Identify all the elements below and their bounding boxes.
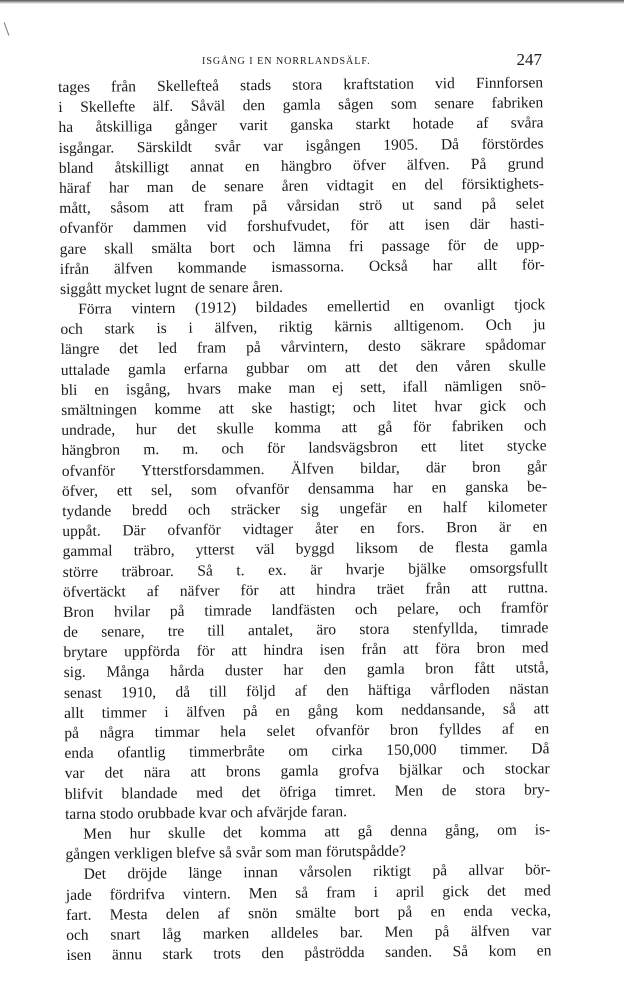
text-line: siggått mycket lugnt de senare åren. — [59, 278, 284, 298]
text-line: ofvanför Ytterstforsdammen. Älfven bildar, där bron går — [61, 457, 547, 480]
text-line: bland åtskilligt annat en hängbro öfver älfven. På grund — [58, 155, 544, 177]
text-line: hängbron m. m. och för landsvägsbron ett litet stycke — [61, 437, 547, 460]
text-line: häraf har man de senare åren vidtagit en del försiktighets- — [58, 175, 545, 197]
text-line: uttalade gamla erfarna gubbar om att det den våren skulle — [60, 356, 546, 379]
text-line: blifvit blandade med det öfriga timret. Men de stora bry- — [64, 780, 550, 803]
text-line: längre det led fram på vårvintern, desto säkrare spådomar — [60, 336, 546, 359]
text-line: Det dröjde länge innan vårsolen riktigt på allvar bör- — [83, 861, 551, 884]
text-line: Förra vintern (1912) bildades emellertid en ovanligt tjock — [78, 296, 546, 318]
text-line: brytare uppförda för att hindra isen från att föra bron med — [63, 639, 549, 662]
page-header — [60, 50, 542, 74]
text-line: undrade, hur det skulle komma att gå för fabriken och — [61, 417, 547, 440]
text-line: och snart låg marken alldeles bar. Men på älfven var — [66, 922, 552, 944]
text-line: gare skall smälta bort och lämna fri passage för de upp- — [59, 235, 545, 258]
text-line: Men hur skulle det komma att gå denna gång, om is- — [83, 821, 551, 843]
text-line: senast 1910, då till följd af den häftiga vårfloden nästan — [63, 679, 549, 702]
text-line: mått, såsom att fram på vårsidan strö ut sand på selet — [59, 195, 545, 218]
text-line: tydande bredd och sträcker sig ungefär en half kilometer — [62, 498, 548, 520]
text-line: smältningen komme att ske hastigt; och litet hvar gick och — [61, 397, 547, 419]
text-line: ha åtskilliga gånger varit ganska starkt hotade af svåra — [58, 114, 544, 137]
margin-mark — [4, 22, 10, 35]
text-line: ofvanför dammen vid forshufvudet, för att isen där hasti- — [59, 215, 545, 238]
text-line: bli en isgång, hvars make man ej sett, ifall nämligen snö- — [60, 377, 547, 399]
text-line: tarna stodo orubbade kvar och afvärjde faran. — [64, 803, 348, 823]
text-line: större träbroar. Så t. ex. är hvarje bjälke omsorgsfullt — [62, 558, 548, 581]
text-line: ifrån älfven kommande ismassorna. Också har allt för- — [59, 256, 545, 278]
text-line: jade fördrifva vintern. Men så fram i april gick det med — [65, 881, 551, 904]
text-line: allt timmer i älfven på en gång kom neddansande, så att — [64, 700, 550, 722]
text-line: gången verkligen blefve så svår som man förutspådde? — [65, 842, 406, 864]
text-line: isen ännu stark trots den påströdda sanden. Så kom en — [66, 942, 552, 965]
text-line: gammal träbro, ytterst väl byggd liksom de flesta gamla — [62, 538, 548, 561]
text-line: de senare, tre till antalet, äro stora stenfyllda, timrade — [63, 619, 549, 642]
page-number: 247 — [516, 50, 542, 69]
text-line: tages från Skellefteå stads stora kraftstation vid Finnforsen — [58, 74, 544, 96]
text-line: isgångar. Särskildt svår var isgången 1905. Då förstördes — [58, 134, 544, 157]
text-line: enda ofantlig timmerbråte om cirka 150,000 timmer. Då — [64, 740, 550, 763]
text-line: öfver, ett sel, som ofvanför densamma har en ganska be- — [61, 478, 548, 500]
body-text — [58, 73, 552, 966]
text-line: Bron hvilar på timrade landfästen och pelare, och framför — [63, 599, 549, 621]
running-title: ISGÅNG I EN NORRLANDSÄLF. — [202, 56, 371, 67]
text-line: och stark is i älfven, riktig kärnis alltigenom. Och ju — [60, 316, 546, 339]
text-line: i Skellefte älf. Såväl den gamla sågen som senare fabriken — [58, 94, 544, 117]
text-line: uppåt. Där ofvanför vidtager åter en fors. Bron är en — [62, 518, 548, 541]
text-line: sig. Många hårda duster har den gamla bron fått utstå, — [63, 659, 549, 682]
text-line: fart. Mesta delen af snön smälte bort på en enda vecka, — [65, 901, 552, 924]
text-line: öfvertäckt af näfver för att hindra träet från att ruttna. — [62, 579, 548, 601]
page-top-edge — [0, 0, 624, 4]
text-line: på några timmar hela selet ofvanför bron fylldes af en — [64, 720, 550, 742]
text-line: var det nära att brons gamla grofva bjälkar och stockar — [64, 760, 550, 783]
